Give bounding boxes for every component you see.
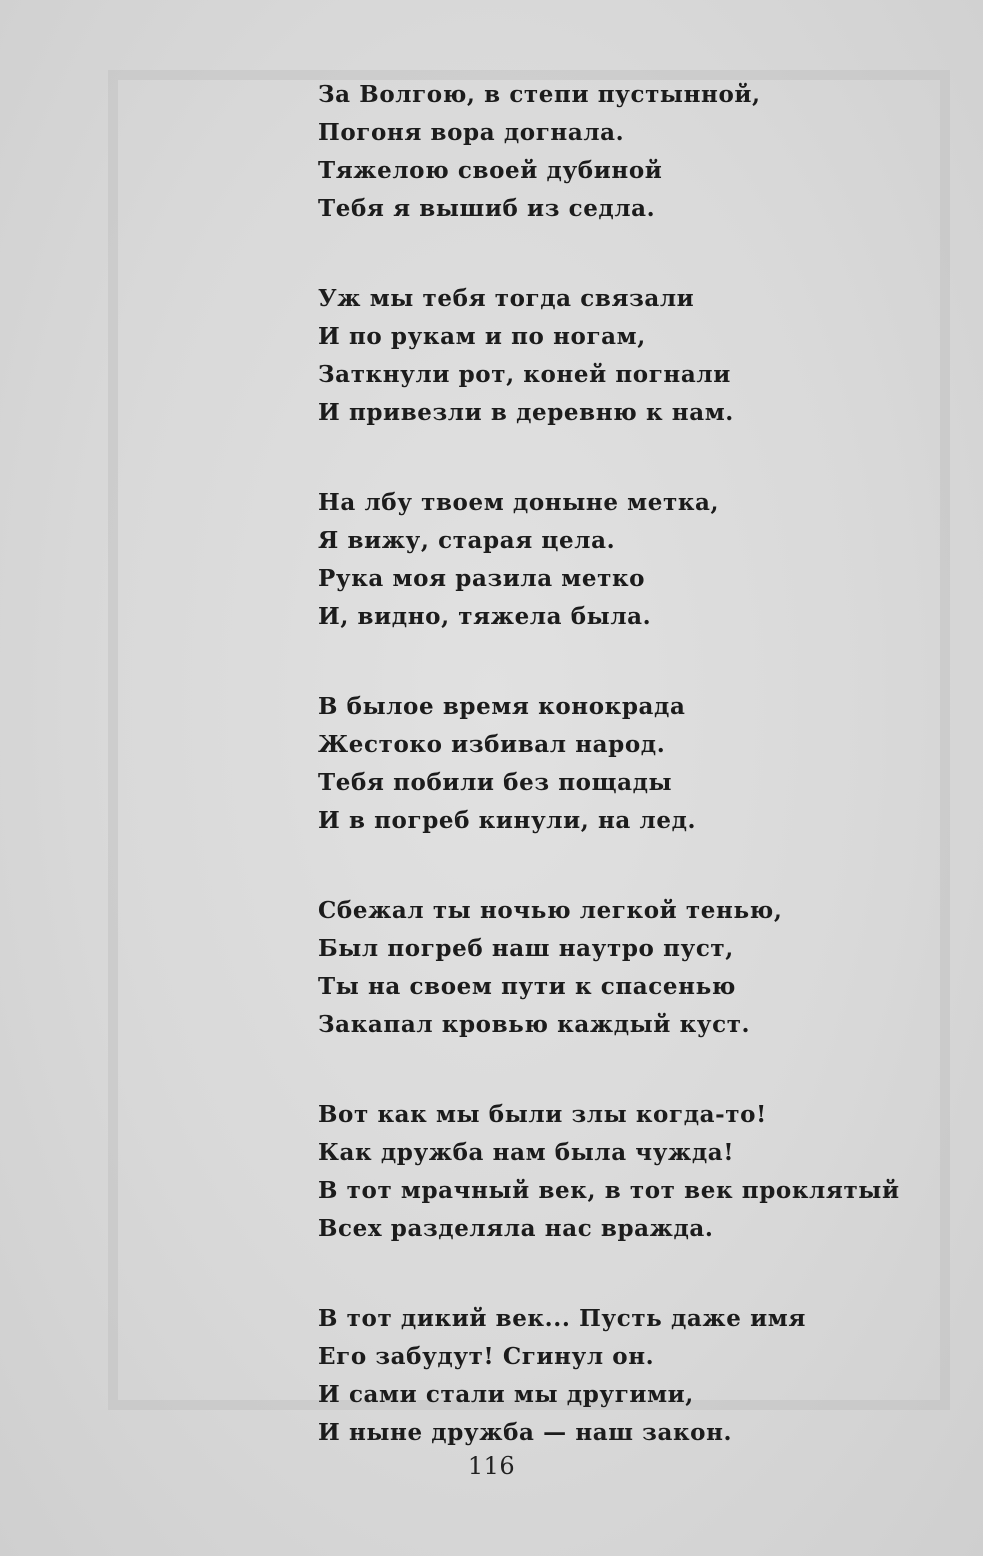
stanza-3 xyxy=(318,484,878,688)
stanza-6 xyxy=(318,1096,900,1300)
poem xyxy=(318,76,900,1504)
poem-line: И в погреб кинули, на лед. xyxy=(318,807,697,834)
poem-line: Как дружба нам была чужда! xyxy=(318,1139,735,1166)
poem-line: Ты на своем пути к спасенью xyxy=(318,973,736,1000)
poem-line: В тот дикий век... Пусть даже имя xyxy=(318,1305,806,1332)
stanza-1 xyxy=(318,76,878,280)
poem-line: Уж мы тебя тогда связали xyxy=(318,285,695,312)
poem-line: Был погреб наш наутро пуст, xyxy=(318,935,734,962)
poem-line: И привезли в деревню к нам. xyxy=(318,399,734,426)
poem-line: Тебя я вышиб из седла. xyxy=(318,195,656,222)
poem-line: Закапал кровью каждый куст. xyxy=(318,1011,751,1038)
poem-line: И по рукам и по ногам, xyxy=(318,323,646,350)
page-number: 116 xyxy=(467,1452,516,1480)
poem-line: Тяжелою своей дубиной xyxy=(318,157,663,184)
poem-line: Рука моя разила метко xyxy=(318,565,646,592)
stanza-2 xyxy=(318,280,878,484)
poem-line: В былое время конокрада xyxy=(318,693,686,720)
poem-line: Сбежал ты ночью легкой тенью, xyxy=(318,897,783,924)
poem-line: На лбу твоем доныне метка, xyxy=(318,489,720,516)
poem-line: Его забудут! Сгинул он. xyxy=(318,1343,655,1370)
poem-line: И сами стали мы другими, xyxy=(318,1381,694,1408)
poem-line: Заткнули рот, коней погнали xyxy=(318,361,731,388)
stanza-4 xyxy=(318,688,878,892)
poem-line: Жестоко избивал народ. xyxy=(318,731,666,758)
poem-line: Вот как мы были злы когда-то! xyxy=(318,1101,767,1128)
poem-line: Всех разделяла нас вражда. xyxy=(318,1215,714,1242)
poem-line: За Волгою, в степи пустынной, xyxy=(318,81,761,108)
poem-line: Тебя побили без пощады xyxy=(318,769,673,796)
poem-line: И, видно, тяжела была. xyxy=(318,603,652,630)
poem-line: Я вижу, старая цела. xyxy=(318,527,616,554)
poem-line: Погоня вора догнала. xyxy=(318,119,625,146)
poem-line: И ныне дружба — наш закон. xyxy=(318,1419,733,1446)
poem-line: В тот мрачный век, в тот век проклятый xyxy=(318,1177,900,1204)
stanza-5 xyxy=(318,892,878,1096)
